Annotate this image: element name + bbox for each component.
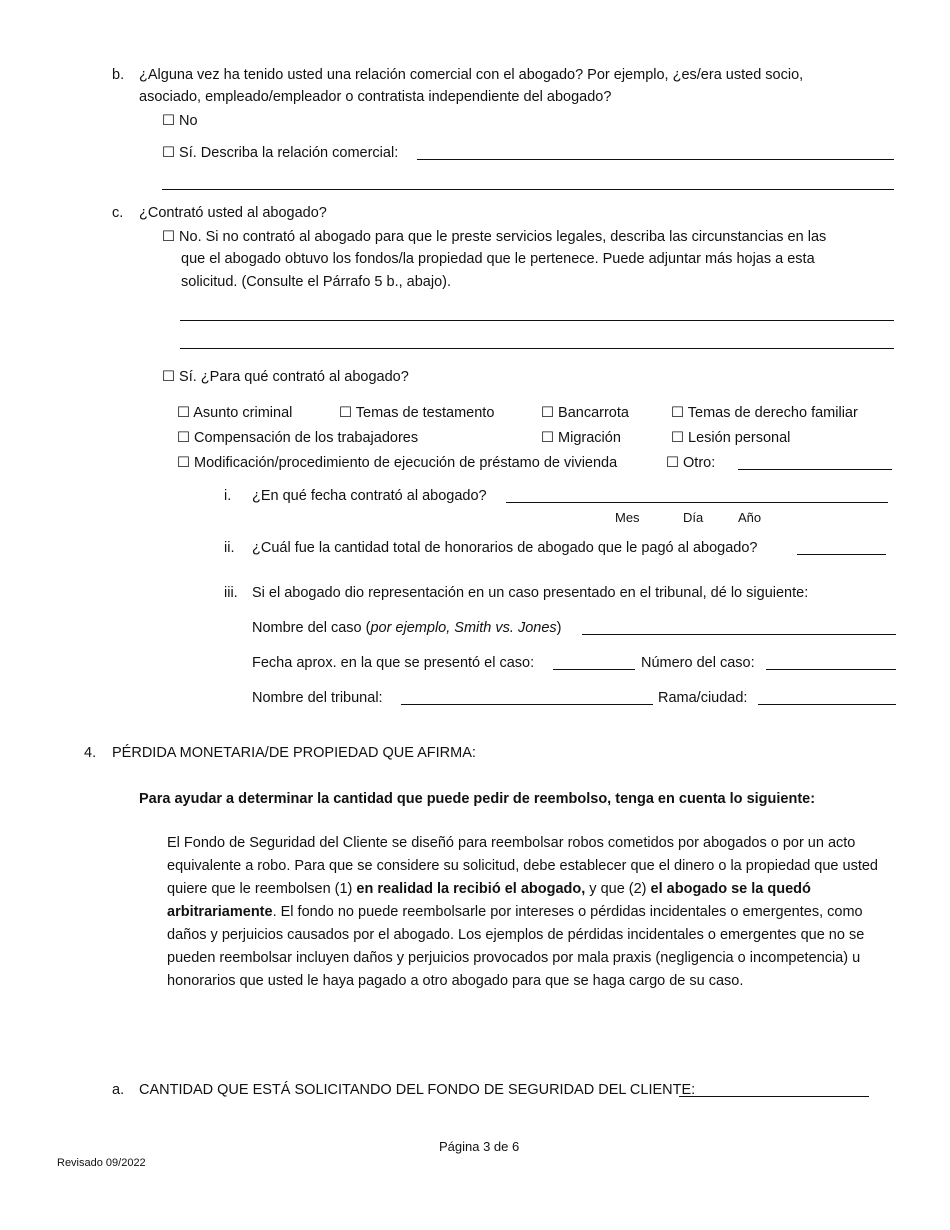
section-4-title: PÉRDIDA MONETARIA/DE PROPIEDAD QUE AFIRMA: bbox=[112, 745, 476, 761]
explanation-bold-1: en realidad la recibió el abogado, bbox=[356, 881, 586, 897]
reimbursement-explanation bbox=[167, 832, 902, 993]
question-b-letter: b. bbox=[112, 67, 125, 83]
month-label: Mes bbox=[615, 510, 640, 525]
sub-ii-text: ¿Cuál fue la cantidad total de honorarios de abogado que le pagó al abogado? bbox=[252, 540, 758, 556]
fees-amount-field[interactable] bbox=[797, 554, 886, 555]
item-a-letter: a. bbox=[112, 1082, 125, 1098]
explanation-text-3: . El fondo no puede reembolsarle por intereses o pérdidas incidentales o emergentes, como daños y perjuicios causados por el abogado. Los ejemplos de pérdidas incidentales o emergentes que no se pueden reembolsar incluyen daños y perjuicios provocados por mala praxis (negligencia o incompetencia) u honorarios que usted le haya pagado a otro abogado para que se haga cargo de su caso. bbox=[167, 904, 865, 989]
case-name-field[interactable] bbox=[582, 634, 896, 635]
case-name-label-suffix: ) bbox=[556, 620, 562, 636]
circumstances-field-line2[interactable] bbox=[180, 348, 894, 349]
year-label: Año bbox=[738, 510, 762, 525]
checkbox-personal-injury[interactable]: ☐ Lesión personal bbox=[671, 430, 791, 446]
question-b-text-line1: ¿Alguna vez ha tenido usted una relación comercial con el abogado? Por ejemplo, ¿es/era usted socio, bbox=[139, 67, 804, 83]
question-c-text: ¿Contrató usted al abogado? bbox=[139, 205, 327, 221]
question-c-no-checkbox[interactable]: ☐ No. Si no contrató al abogado para que le preste servicios legales, describa las circunstancias en las bbox=[162, 229, 827, 245]
case-date-label: Fecha aprox. en la que se presentó el caso: bbox=[252, 655, 535, 671]
case-number-field[interactable] bbox=[766, 669, 896, 670]
revision-date: Revisado 09/2022 bbox=[57, 1157, 146, 1169]
branch-city-label: Rama/ciudad: bbox=[658, 690, 748, 706]
page-number: Página 3 de 6 bbox=[439, 1139, 520, 1154]
explanation-text-2: y que (2) bbox=[585, 881, 651, 897]
business-relationship-field-line2[interactable] bbox=[162, 189, 894, 190]
question-c-letter: c. bbox=[112, 205, 124, 221]
checkbox-family-law[interactable]: ☐ Temas de derecho familiar bbox=[671, 405, 858, 421]
item-a-text: CANTIDAD QUE ESTÁ SOLICITANDO DEL FONDO DE SEGURIDAD DEL CLIENTE: bbox=[139, 1082, 696, 1098]
reimbursement-guidance-heading: Para ayudar a determinar la cantidad que puede pedir de reembolso, tenga en cuenta lo siguiente: bbox=[139, 791, 816, 807]
question-b-no-checkbox[interactable]: ☐ No bbox=[162, 113, 198, 129]
case-name-label bbox=[252, 621, 561, 636]
sub-i-num: i. bbox=[224, 488, 232, 504]
court-name-field[interactable] bbox=[401, 704, 653, 705]
question-c-no-text-line3: solicitud. (Consulte el Párrafo 5 b., abajo). bbox=[181, 274, 451, 290]
question-c-yes-checkbox[interactable]: ☐ Sí. ¿Para qué contrató al abogado? bbox=[162, 369, 409, 385]
sub-iii-num: iii. bbox=[224, 585, 238, 601]
hire-date-field[interactable] bbox=[506, 502, 888, 503]
requested-amount-field[interactable] bbox=[679, 1096, 869, 1097]
business-relationship-field[interactable] bbox=[417, 159, 894, 160]
question-b-yes-checkbox[interactable]: ☐ Sí. Describa la relación comercial: bbox=[162, 145, 399, 161]
sub-iii-text: Si el abogado dio representación en un caso presentado en el tribunal, dé lo siguiente: bbox=[252, 585, 809, 601]
sub-ii-num: ii. bbox=[224, 540, 235, 556]
case-number-label: Número del caso: bbox=[641, 655, 755, 671]
checkbox-workers-comp[interactable]: ☐ Compensación de los trabajadores bbox=[177, 430, 419, 446]
day-label: Día bbox=[683, 510, 704, 525]
checkbox-immigration[interactable]: ☐ Migración bbox=[541, 430, 621, 446]
checkbox-bankruptcy[interactable]: ☐ Bancarrota bbox=[541, 405, 629, 421]
branch-city-field[interactable] bbox=[758, 704, 896, 705]
court-name-label: Nombre del tribunal: bbox=[252, 690, 383, 706]
checkbox-other[interactable]: ☐ Otro: bbox=[666, 455, 716, 471]
question-c-no-text-line2: que el abogado obtuvo los fondos/la propiedad que le pertenece. Puede adjuntar más hojas a esta bbox=[181, 251, 815, 267]
sub-i-text: ¿En qué fecha contrató al abogado? bbox=[252, 488, 487, 504]
explanation-bold-2: el abogado se la quedó arbitrariamente bbox=[167, 881, 811, 920]
circumstances-field-line1[interactable] bbox=[180, 320, 894, 321]
other-field[interactable] bbox=[738, 469, 892, 470]
case-date-field[interactable] bbox=[553, 669, 635, 670]
case-name-label-prefix: Nombre del caso ( bbox=[252, 620, 371, 636]
question-b-text-line2: asociado, empleado/empleador o contratista independiente del abogado? bbox=[139, 89, 612, 105]
section-4-num: 4. bbox=[84, 745, 97, 761]
checkbox-home-loan[interactable]: ☐ Modificación/procedimiento de ejecución de préstamo de vivienda bbox=[177, 455, 618, 471]
case-name-example: por ejemplo, Smith vs. Jones bbox=[370, 620, 557, 636]
checkbox-testament[interactable]: ☐ Temas de testamento bbox=[339, 405, 495, 421]
explanation-text-1: El Fondo de Seguridad del Cliente se diseñó para reembolsar robos cometidos por abogados o por un acto equivalente a robo. Para que se considere su solicitud, debe establecer que el dinero o la propiedad que usted quiere que le reembolsen (1) bbox=[167, 835, 878, 897]
checkbox-criminal[interactable]: ☐ Asunto criminal bbox=[177, 405, 293, 421]
